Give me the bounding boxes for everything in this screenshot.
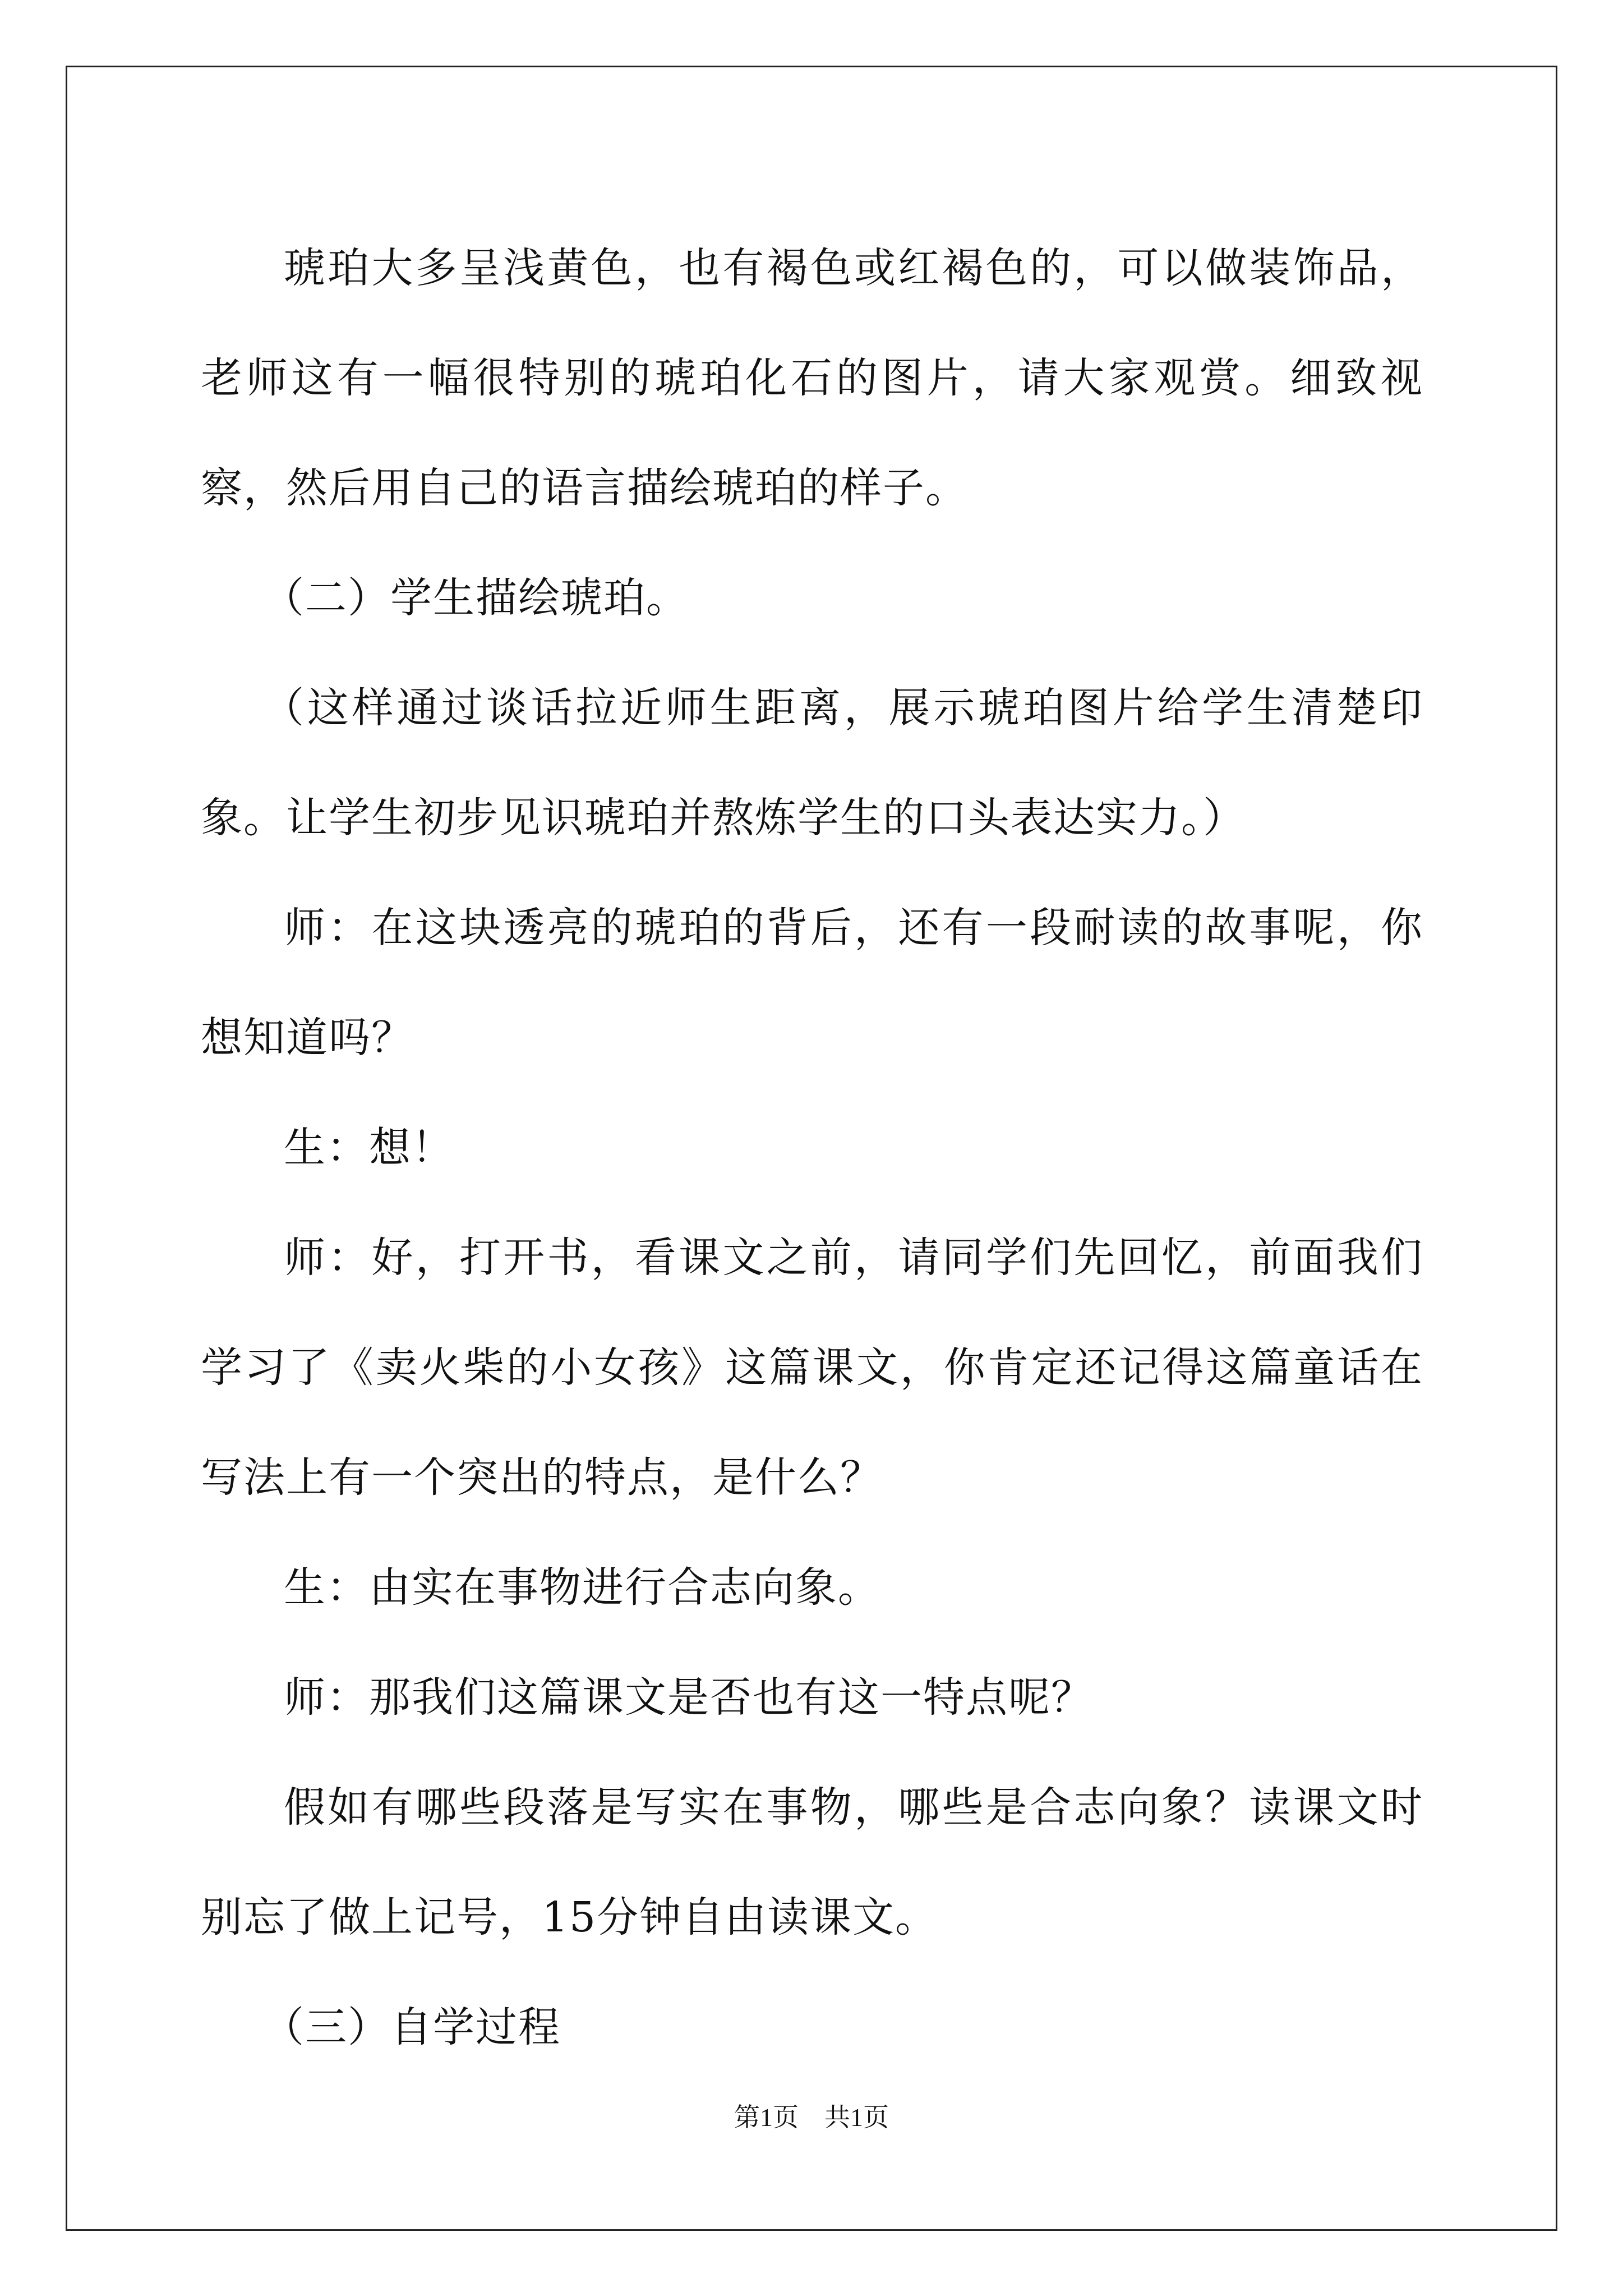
paragraph-teaching-note: （这样通过谈话拉近师生距离，展示琥珀图片给学生清楚印象。让学生初步见识琥珀并熬炼学生的口头表达实力。） [201, 684, 1423, 842]
paragraph-teacher-story: 师：在这块透亮的琥珀的背后，还有一段耐读的故事呢，你想知道吗？ [201, 904, 1423, 1062]
page-number-footer: 第1页 共1页 [734, 2103, 889, 2132]
paragraph-section-two-heading: （二）学生描绘琥珀。 [262, 574, 689, 622]
paragraph-reading-task: 假如有哪些段落是写实在事物，哪些是合志向象？读课文时别忘了做上记号，15分钟自由读课文。 [201, 1783, 1423, 1941]
paragraph-student-want: 生：想！ [284, 1124, 454, 1172]
paragraph-teacher-recall: 师：好，打开书，看课文之前，请同学们先回忆，前面我们学习了《卖火柴的小女孩》这篇课文，你肯定还记得这篇童话在写法上有一个突出的特点，是什么？ [201, 1234, 1423, 1502]
paragraph-section-three-heading: （三）自学过程 [262, 2003, 561, 2051]
paragraph-amber-description: 琥珀大多呈浅黄色，也有褐色或红褐色的，可以做装饰品，老师这有一幅很特别的琥珀化石的图片，请大家观赏。细致视察，然后用自己的语言描绘琥珀的样子。 [201, 244, 1423, 512]
paragraph-student-answer: 生：由实在事物进行合志向象。 [284, 1563, 880, 1612]
document-body [201, 213, 1423, 2082]
paragraph-teacher-question: 师：那我们这篇课文是否也有这一特点呢？ [284, 1673, 1094, 1722]
